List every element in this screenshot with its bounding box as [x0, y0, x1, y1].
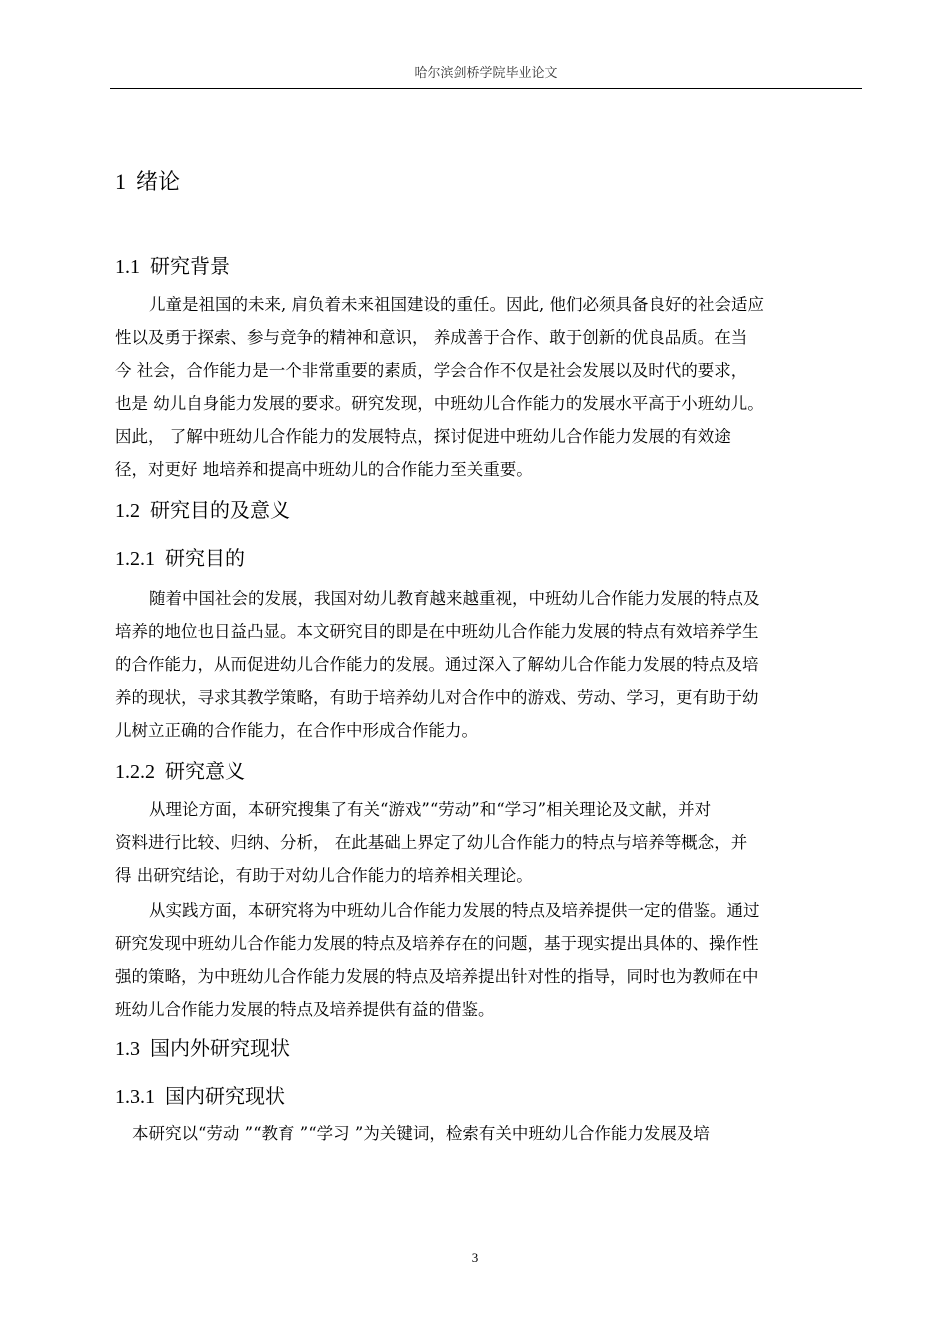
text-line: 研究发现中班幼儿合作能力发展的特点及培养存在的问题，基于现实提出具体的、操作性: [115, 934, 759, 953]
text-line: 儿童是祖国的未来, 肩负着未来祖国建设的重任。因此, 他们必须具备良好的社会适应: [149, 295, 764, 314]
heading-title: 国内研究现状: [165, 1084, 285, 1108]
text-line: 本研究以“劳动 ”“教育 ”“学习 ”为关键词，检索有关中班幼儿合作能力发展及培: [132, 1124, 710, 1143]
paragraph-significance-practice: [115, 894, 861, 1026]
heading-title: 研究目的及意义: [150, 498, 290, 522]
page-header: 哈尔滨剑桥学院毕业论文: [110, 60, 862, 89]
heading-1: [115, 165, 180, 196]
text-line: 从理论方面，本研究搜集了有关“游戏”“劳动”和“学习”相关理论及文献，并对: [149, 800, 712, 819]
text-line: 性以及勇于探索、参与竞争的精神和意识， 养成善于合作、敢于创新的优良品质。在当: [115, 328, 748, 347]
heading-1-2: [115, 494, 290, 523]
heading-number: 1: [115, 169, 126, 194]
text-line: 强的策略，为中班幼儿合作能力发展的特点及培养提出针对性的指导，同时也为教师在中: [115, 967, 759, 986]
heading-title: 国内外研究现状: [150, 1036, 290, 1060]
heading-number: 1.2.2: [115, 761, 155, 783]
page-number: 3: [471, 1250, 479, 1265]
paragraph-purpose: [115, 582, 861, 747]
text-line: 培养的地位也日益凸显。本文研究目的即是在中班幼儿合作能力发展的特点有效培养学生: [115, 622, 759, 641]
heading-1-2-1: [115, 542, 245, 571]
heading-number: 1.2: [115, 500, 140, 522]
paragraph-significance-theory: [115, 793, 861, 892]
heading-1-2-2: [115, 755, 245, 784]
text-line: 班幼儿合作能力发展的特点及培养提供有益的借鉴。: [115, 1000, 495, 1019]
text-line: 随着中国社会的发展，我国对幼儿教育越来越重视，中班幼儿合作能力发展的特点及: [149, 589, 760, 608]
text-line: 径，对更好 地培养和提高中班幼儿的合作能力至关重要。: [115, 460, 533, 479]
text-line: 今 社会，合作能力是一个非常重要的素质，学会合作不仅是社会发展以及时代的要求，: [115, 361, 748, 380]
text-line: 的合作能力，从而促进幼儿合作能力的发展。通过深入了解幼儿合作能力发展的特点及培: [115, 655, 759, 674]
text-line: 因此， 了解中班幼儿合作能力的发展特点，探讨促进中班幼儿合作能力发展的有效途: [115, 427, 731, 446]
text-line: 得 出研究结论，有助于对幼儿合作能力的培养相关理论。: [115, 866, 533, 885]
text-line: 资料进行比较、归纳、分析， 在此基础上界定了幼儿合作能力的特点与培养等概念，并: [115, 833, 748, 852]
heading-1-3-1: [115, 1080, 285, 1109]
heading-number: 1.3: [115, 1038, 140, 1060]
paragraph-background: [115, 288, 861, 486]
text-line: 也是 幼儿自身能力发展的要求。研究发现，中班幼儿合作能力的发展水平高于小班幼儿。: [115, 394, 764, 413]
text-line: 从实践方面，本研究将为中班幼儿合作能力发展的特点及培养提供一定的借鉴。通过: [149, 901, 760, 920]
heading-number: 1.2.1: [115, 548, 155, 570]
heading-number: 1.1: [115, 256, 140, 278]
paragraph-domestic-research: [115, 1117, 861, 1150]
heading-title: 研究意义: [165, 759, 245, 783]
text-line: 儿树立正确的合作能力，在合作中形成合作能力。: [115, 721, 478, 740]
text-line: 养的现状，寻求其教学策略，有助于培养幼儿对合作中的游戏、劳动、学习，更有助于幼: [115, 688, 759, 707]
heading-title: 绪论: [136, 170, 181, 195]
heading-1-3: [115, 1032, 290, 1061]
heading-title: 研究目的: [165, 546, 245, 570]
heading-number: 1.3.1: [115, 1086, 155, 1108]
heading-1-1: [115, 250, 230, 279]
heading-title: 研究背景: [150, 254, 230, 278]
